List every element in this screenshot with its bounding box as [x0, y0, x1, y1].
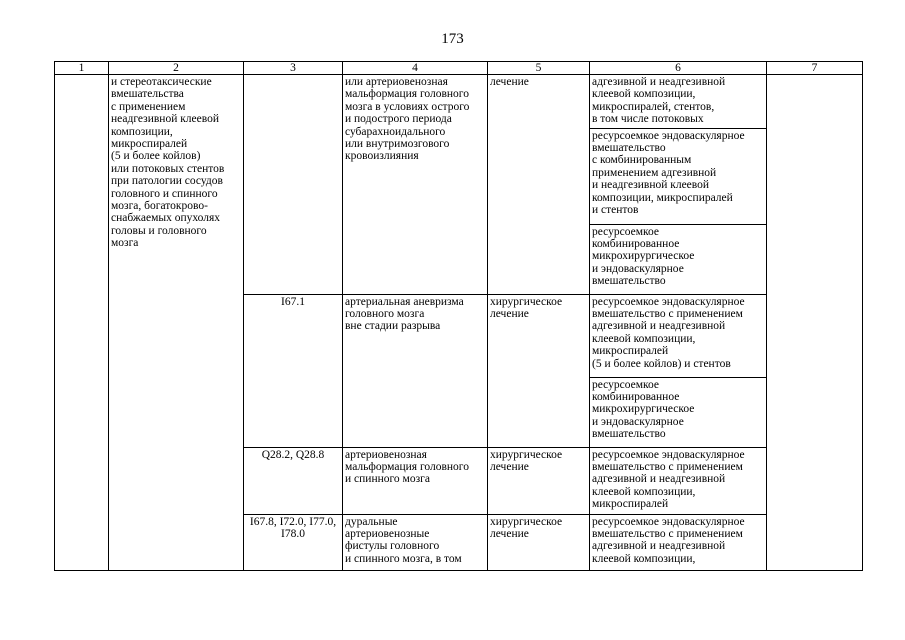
- extra-cell: [767, 75, 863, 571]
- column-header-7: 7: [767, 62, 863, 75]
- method-cell: адгезивной и неадгезивной клеевой композиции, микроспиралей, стентов, в том числе потоковых: [590, 75, 767, 129]
- procedure-group-text: и стереотаксические вмешательства с применением неадгезивной клеевой композиции, микроспиралей (5 и более койлов) или потоковых стентов при патологии сосудов головного и спинного мозга, богатокрово- снабжаемых опухолях головы и головного мозга: [111, 76, 225, 250]
- treatment-cell: хирургическое лечение: [488, 294, 590, 447]
- procedure-group-cell: [109, 75, 244, 571]
- column-header-6: 6: [590, 62, 767, 75]
- diagnosis-cell: артериальная аневризма головного мозга вне стадии разрыва: [343, 294, 488, 447]
- page-number: 173: [441, 31, 464, 47]
- column-header-5: 5: [488, 62, 590, 75]
- code-cell: I67.8, I72.0, I77.0, I78.0: [244, 514, 343, 570]
- table-row: [55, 75, 863, 129]
- code-cell: Q28.2, Q28.8: [244, 447, 343, 514]
- column-header-2: 2: [109, 62, 244, 75]
- code-cell: [244, 75, 343, 295]
- treatment-cell: лечение: [488, 75, 590, 295]
- method-cell: ресурсоемкое эндоваскулярное вмешательство с применением адгезивной и неадгезивной клеевой композиции, микроспиралей (5 и более койлов) и стентов: [590, 294, 767, 377]
- diagnosis-cell: или артериовенозная мальформация головного мозга в условиях острого и подострого периода субарахноидального или внутримозгового кровоизлияния: [343, 75, 488, 295]
- column-number-row: [55, 62, 863, 75]
- number-cell: [55, 75, 109, 571]
- column-header-1: 1: [55, 62, 109, 75]
- treatment-cell: хирургическое лечение: [488, 447, 590, 514]
- treatment-cell: хирургическое лечение: [488, 514, 590, 570]
- method-cell: ресурсоемкое эндоваскулярное вмешательство с комбинированным применением адгезивной и неадгезивной клеевой композиции, микроспиралей и стентов: [590, 128, 767, 224]
- method-cell: ресурсоемкое комбинированное микрохирургическое и эндоваскулярное вмешательство: [590, 377, 767, 447]
- column-header-4: 4: [343, 62, 488, 75]
- method-cell: ресурсоемкое эндоваскулярное вмешательство с применением адгезивной и неадгезивной клеевой композиции, микроспиралей: [590, 447, 767, 514]
- diagnosis-cell: артериовенозная мальформация головного и спинного мозга: [343, 447, 488, 514]
- code-cell: I67.1: [244, 294, 343, 447]
- method-cell: ресурсоемкое комбинированное микрохирургическое и эндоваскулярное вмешательство: [590, 224, 767, 294]
- column-header-3: 3: [244, 62, 343, 75]
- method-cell: ресурсоемкое эндоваскулярное вмешательство с применением адгезивной и неадгезивной клеевой композиции,: [590, 514, 767, 570]
- diagnosis-cell: дуральные артериовенозные фистулы головного и спинного мозга, в том: [343, 514, 488, 570]
- medical-procedures-table: [54, 61, 863, 571]
